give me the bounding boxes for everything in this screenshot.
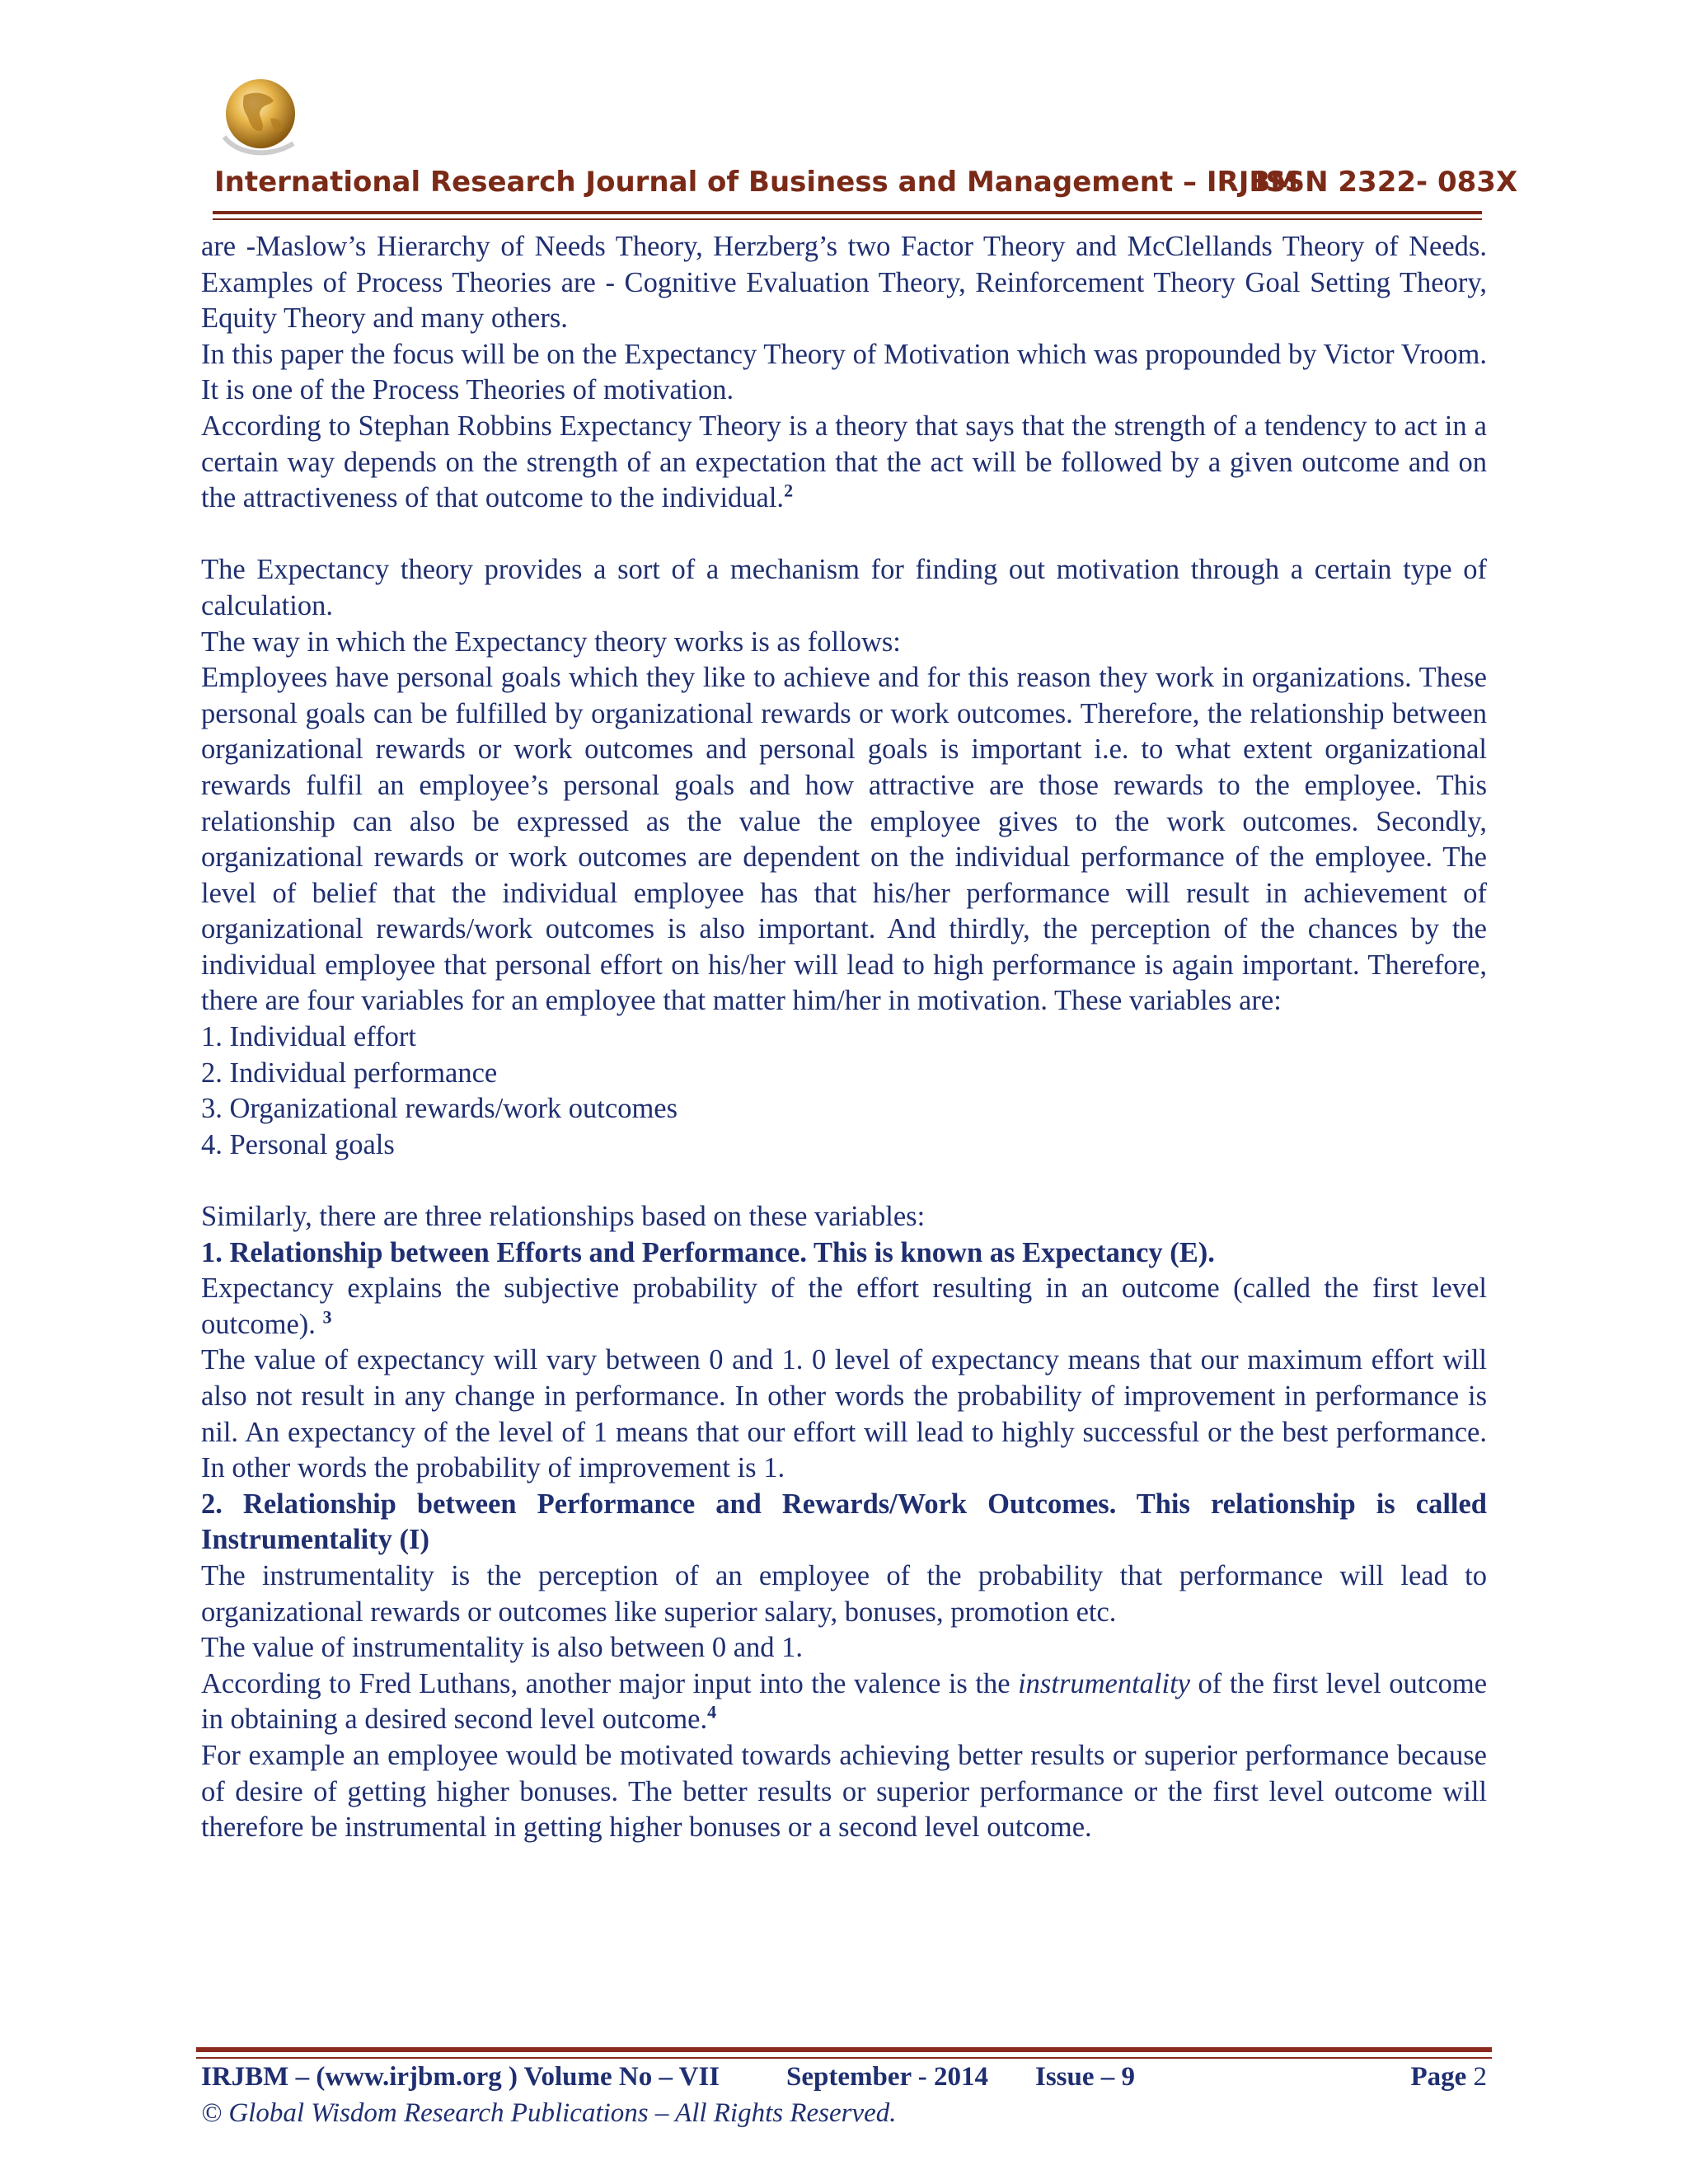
paragraph: For example an employee would be motivated towards achieving better results or superior performance because of desire of getting higher bonuses. The better results or superior performance or the first level outcome will therefore be instrumental in getting higher bonuses or a second level outcome. — [201, 1739, 1487, 1844]
footer-rule-thin — [196, 2057, 1492, 2059]
issn-number: ISSN 2322- 083X — [1255, 166, 1518, 199]
footnote-ref: 2 — [784, 480, 794, 501]
header-rule — [213, 211, 1482, 214]
paragraph-text: According to Stephan Robbins Expectancy Theory is a theory that says that the strength of a tendency to act in a certain way depends on the strength of an expectation that the act will be followed by a given outcome and on the attractiveness of that outcome to the individual. — [201, 410, 1487, 514]
footer-page — [1410, 2062, 1487, 2093]
list-item: 1. Individual effort — [201, 1021, 416, 1053]
footer-copyright: © Global Wisdom Research Publications – All Rights Reserved. — [201, 2098, 897, 2128]
page-label: Page — [1410, 2062, 1467, 2092]
paragraph — [201, 409, 1487, 517]
footnote-ref: 4 — [707, 1701, 717, 1722]
section-heading: 2. Relationship between Performance and Rewards/Work Outcomes. This relationship is called Instrumentality (I) — [201, 1488, 1487, 1556]
paragraph: The instrumentality is the perception of an employee of the probability that performance will lead to organizational rewards or outcomes like superior salary, bonuses, promotion etc. — [201, 1559, 1487, 1628]
paragraph-text: According to Fred Luthans, another major input into the valence is the — [201, 1667, 1010, 1699]
paragraph: The Expectancy theory provides a sort of a mechanism for finding out motivation through a certain type of calculation. — [201, 554, 1487, 621]
paragraph — [201, 1271, 1487, 1343]
paragraph-text: Expectancy explains the subjective probability of the effort resulting in an outcome (called the first level outcome). — [201, 1272, 1487, 1340]
footer-journal: IRJBM – (www.irjbm.org ) Volume No – VII — [201, 2062, 720, 2092]
paragraph: Employees have personal goals which they like to achieve and for this reason they work in organizations. These personal goals can be fulfilled by organizational rewards or work outcomes. Therefore, the relationship between organizational rewards or work outcomes and personal goals is important i.e. to what extent organizational rewards fulfil an employee’s personal goals and how attractive are those rewards to the employee. This relationship can also be expressed as the value the employee gives to the work outcomes. Secondly, organizational rewards or work outcomes are dependent on the individual performance of the employee. The level of belief that the individual employee has that his/her performance will result in achievement of organizational rewards/work outcomes is also important. And thirdly, the perception of the chances by the individual employee that personal effort on his/her will lead to high performance is again important. Therefore, there are four variables for an employee that matter him/her in motivation. These variables are: — [201, 662, 1487, 1017]
paragraph: In this paper the focus will be on the Expectancy Theory of Motivation which was propounded by Victor Vroom. It is one of the Process Theories of motivation. — [201, 338, 1487, 406]
paragraph: The value of expectancy will vary between 0 and 1. 0 level of expectancy means that our maximum effort will also not result in any change in performance. In other words the probability of improvement in performance is nil. An expectancy of the level of 1 means that our effort will lead to highly successful or the best performance. In other words the probability of improvement is 1. — [201, 1344, 1487, 1484]
footnote-ref: 3 — [322, 1306, 332, 1328]
footer-info-line — [201, 2062, 1487, 2098]
paragraph — [201, 1666, 1487, 1738]
section-heading: 1. Relationship between Efforts and Performance. This is known as Expectancy (E). — [201, 1236, 1215, 1268]
footer-issue: Issue – 9 — [1035, 2062, 1136, 2092]
article-body — [201, 229, 1487, 1846]
header-rule-thin — [213, 218, 1482, 220]
paragraph-text: of the first level outcome in obtaining a desired second level outcome. — [201, 1667, 1488, 1736]
footer-rule — [196, 2047, 1492, 2052]
page-number: 2 — [1473, 2062, 1487, 2092]
list-item: 3. Organizational rewards/work outcomes — [201, 1093, 678, 1125]
emphasis-term: instrumentality — [1018, 1667, 1190, 1699]
paragraph: The value of instrumentality is also between 0 and 1. — [201, 1632, 804, 1664]
paragraph: are -Maslow’s Hierarchy of Needs Theory, Herzberg’s two Factor Theory and McClellands Theory of Needs. Examples of Process Theories are - Cognitive Evaluation Theory, Reinforcement Theory Goal Setting Theory, Equity Theory and many others. — [201, 231, 1487, 335]
footer-date: September - 2014 — [786, 2062, 989, 2092]
list-item: 4. Personal goals — [201, 1128, 395, 1160]
paragraph: Similarly, there are three relationships based on these variables: — [201, 1201, 926, 1233]
page-header — [213, 73, 1518, 229]
page-footer — [201, 2062, 1487, 2129]
journal-title: International Research Journal of Business and Management – IRJBM — [214, 166, 1299, 199]
list-item: 2. Individual performance — [201, 1057, 498, 1089]
paragraph: The way in which the Expectancy theory works is as follows: — [201, 626, 901, 658]
globe-logo-icon — [213, 73, 303, 163]
